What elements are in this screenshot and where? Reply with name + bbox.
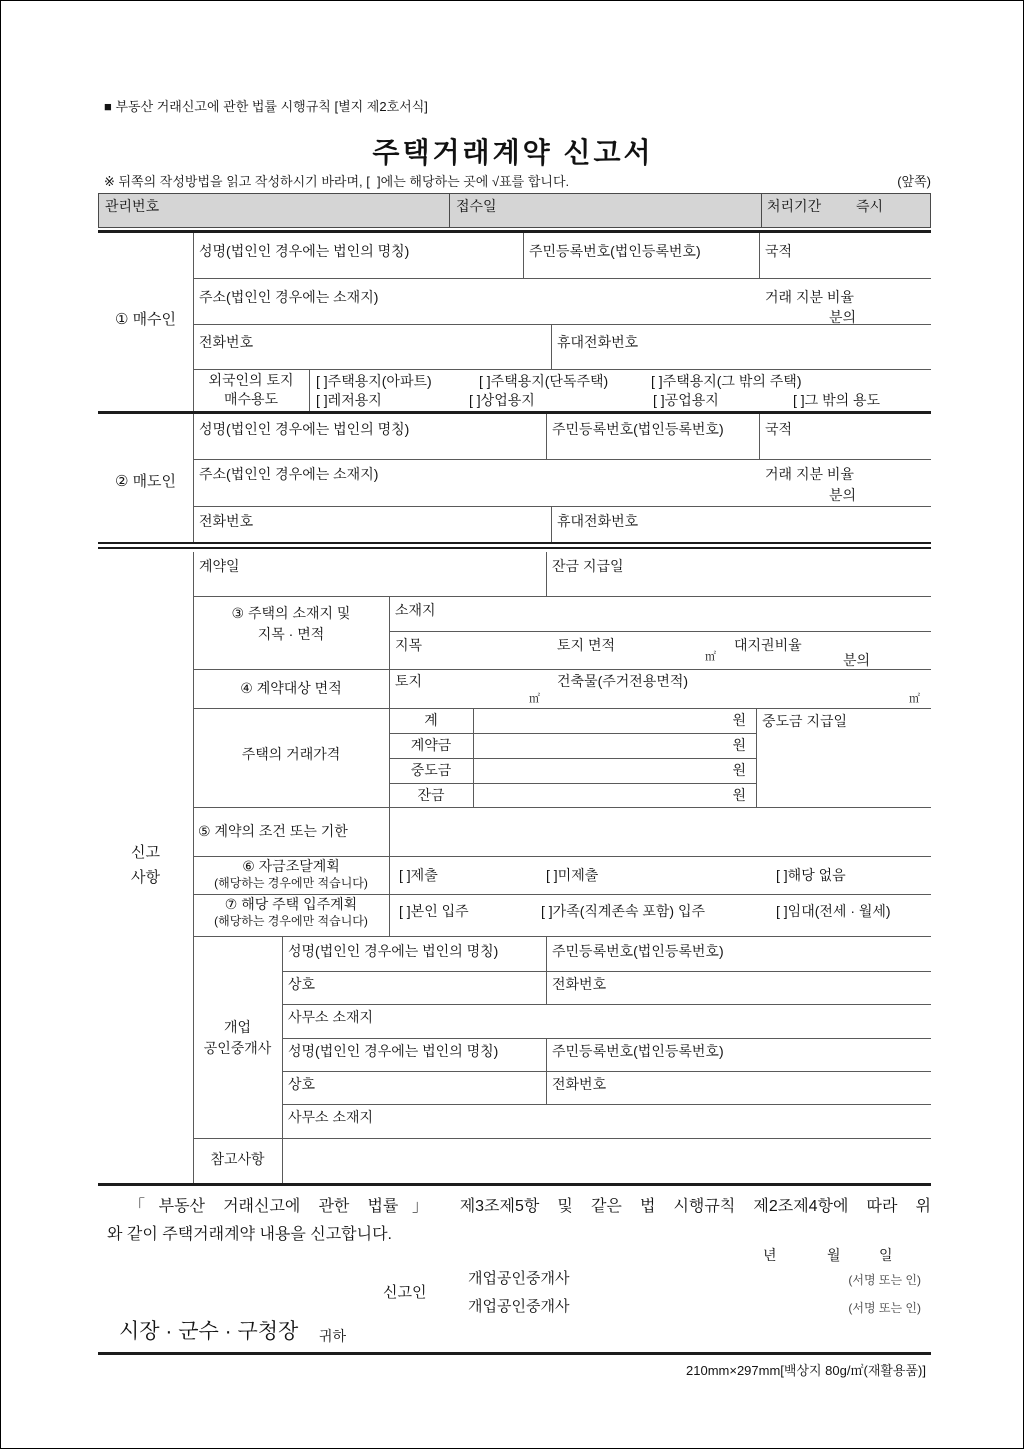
- checkbox-commercial-land[interactable]: [ ]상업용지: [469, 392, 535, 408]
- buyer-foreign-use-label: 매수용도: [223, 391, 279, 407]
- table-line: [193, 459, 931, 460]
- house-price-label: 주택의 거래가격: [241, 746, 341, 762]
- square-meter-unit: ㎡: [909, 693, 920, 705]
- table-line: [546, 936, 547, 1004]
- agent2-phone-label: 전화번호: [552, 1076, 607, 1092]
- checkbox-movein-self[interactable]: [ ]본인 입주: [399, 903, 469, 919]
- management-number-label: 관리번호: [105, 198, 160, 214]
- agent1-name-label: 성명(법인인 경우에는 법인의 명칭): [288, 943, 499, 959]
- report-section-label: 사항: [131, 869, 160, 886]
- table-line: [282, 971, 931, 972]
- square-meter-unit: ㎡: [529, 693, 540, 705]
- table-line: [551, 324, 552, 369]
- table-line: [759, 414, 760, 459]
- seller-name-label: 성명(법인인 경우에는 법인의 명칭): [199, 421, 410, 437]
- buyer-name-label: 성명(법인인 경우에는 법인의 명칭): [199, 243, 410, 259]
- won-unit: 원: [732, 737, 746, 753]
- table-line: [193, 669, 931, 670]
- table-line: [523, 233, 524, 278]
- table-line: [193, 278, 931, 279]
- buyer-mobile-label: 휴대전화번호: [557, 334, 639, 350]
- seller-section-label: ② 매도인: [114, 473, 177, 490]
- house-location-label: ③ 주택의 소재지 및: [231, 605, 351, 621]
- seller-address-label: 주소(법인인 경우에는 소재지): [199, 466, 379, 482]
- seller-share-of-label: 분의: [829, 487, 857, 503]
- remarks-label: 참고사항: [210, 1151, 265, 1167]
- processing-period-label: 처리기간: [767, 198, 822, 214]
- agent-section-label: 공인중개사: [203, 1040, 272, 1056]
- section-separator: [98, 411, 931, 414]
- price-interim-payment-label: 중도금: [410, 762, 452, 778]
- month-label: 월: [827, 1247, 841, 1263]
- buyer-nationality-label: 국적: [765, 243, 793, 259]
- table-line: [193, 708, 931, 709]
- double-line: [98, 547, 931, 549]
- ratio-of-label: 분의: [843, 652, 871, 668]
- building-area-label: 건축물(주거전용면적): [557, 673, 689, 689]
- signature-or-seal-note: (서명 또는 인): [848, 1273, 921, 1287]
- reporter-label: 신고인: [383, 1284, 427, 1301]
- reporter-agent1-label: 개업공인중개사: [468, 1270, 570, 1287]
- buyer-phone-label: 전화번호: [199, 334, 254, 350]
- day-label: 일: [879, 1247, 893, 1263]
- signature-or-seal-note: (서명 또는 인): [848, 1301, 921, 1315]
- table-line: [282, 1104, 931, 1105]
- seller-phone-label: 전화번호: [199, 513, 254, 529]
- declaration-line1: 「부동산 거래신고에 관한 법률」 제3조제5항 및 같은 법 시행규칙 제2조제4항에 따라 위: [129, 1198, 931, 1215]
- table-line: [193, 936, 931, 937]
- contract-date-label: 계약일: [199, 558, 240, 574]
- processing-period-value: 즉시: [856, 198, 884, 214]
- table-line: [546, 414, 547, 459]
- seller-nationality-label: 국적: [765, 421, 793, 437]
- table-line: [193, 807, 931, 808]
- table-line: [193, 856, 931, 857]
- land-label: 토지: [395, 673, 423, 689]
- table-line: [389, 733, 756, 734]
- won-unit: 원: [732, 762, 746, 778]
- house-location-label: 지목 · 면적: [257, 626, 325, 642]
- table-line: [282, 1071, 931, 1072]
- receipt-date-label: 접수일: [456, 198, 497, 214]
- header-divider: [761, 193, 762, 228]
- table-bottom-line: [98, 1183, 931, 1186]
- table-line: [193, 894, 931, 895]
- recipient-suffix-label: 귀하: [319, 1328, 347, 1344]
- funding-plan-note: (해당하는 경우에만 적습니다): [214, 876, 368, 890]
- form-reference: ■ 부동산 거래신고에 관한 법률 시행규칙 [별지 제2호서식]: [104, 99, 428, 114]
- agent1-office-label: 사무소 소재지: [288, 1009, 374, 1025]
- location-label: 소재지: [395, 602, 436, 618]
- agent-section-label: 개업: [223, 1019, 252, 1035]
- checkbox-movein-lease[interactable]: [ ]임대(전세 · 월세): [776, 903, 891, 919]
- agent2-office-label: 사무소 소재지: [288, 1109, 374, 1125]
- agent1-trade-name-label: 상호: [288, 976, 316, 992]
- seller-share-ratio-label: 거래 지분 비율: [765, 466, 854, 482]
- price-down-payment-label: 계약금: [410, 737, 452, 753]
- buyer-foreign-use-label: 외국인의 토지: [208, 372, 294, 388]
- table-line: [546, 552, 547, 596]
- agent1-phone-label: 전화번호: [552, 976, 607, 992]
- seller-id-number-label: 주민등록번호(법인등록번호): [552, 421, 724, 437]
- funding-plan-label: ⑥ 자금조달계획: [242, 858, 340, 874]
- table-line: [193, 506, 931, 507]
- table-line: [282, 936, 283, 1183]
- square-meter-unit: ㎡: [705, 651, 716, 663]
- checkbox-housing-other[interactable]: [ ]주택용지(그 밖의 주택): [651, 373, 802, 389]
- buyer-id-number-label: 주민등록번호(법인등록번호): [529, 243, 701, 259]
- agent2-id-number-label: 주민등록번호(법인등록번호): [552, 1043, 724, 1059]
- buyer-section-label: ① 매수인: [114, 311, 177, 328]
- buyer-share-of-label: 분의: [829, 309, 857, 325]
- table-line: [282, 1038, 931, 1039]
- double-line: [98, 542, 931, 544]
- table-line: [389, 631, 931, 632]
- checkbox-housing-detached[interactable]: [ ]주택용지(단독주택): [479, 373, 609, 389]
- fill-instruction-note: ※ 뒤쪽의 작성방법을 읽고 작성하시기 바라며, [ ]에는 해당하는 곳에 √표를 합니다.: [104, 174, 570, 189]
- year-label: 년: [763, 1247, 777, 1263]
- checkbox-funding-not-submitted[interactable]: [ ]미제출: [546, 867, 599, 883]
- checkbox-funding-not-applicable[interactable]: [ ]해당 없음: [776, 867, 846, 883]
- movein-plan-label: ⑦ 해당 주택 입주계획: [224, 896, 358, 912]
- checkbox-funding-submitted[interactable]: [ ]제출: [399, 867, 438, 883]
- table-line: [759, 233, 760, 278]
- buyer-share-ratio-label: 거래 지분 비율: [765, 289, 854, 305]
- report-section-label: 신고: [131, 844, 160, 861]
- table-line: [551, 506, 552, 542]
- checkbox-movein-family[interactable]: [ ]가족(직계존속 포함) 입주: [541, 903, 706, 919]
- won-unit: 원: [732, 787, 746, 803]
- table-line: [193, 596, 931, 597]
- section-separator: [98, 230, 931, 233]
- checkbox-other-use[interactable]: [ ]그 밖의 용도: [793, 392, 881, 408]
- interim-payment-date-label: 중도금 지급일: [762, 713, 848, 729]
- table-line: [389, 758, 756, 759]
- form-title: 주택거래계약 신고서: [372, 137, 654, 168]
- checkbox-industrial-land[interactable]: [ ]공업용지: [653, 392, 719, 408]
- checkbox-leisure-land[interactable]: [ ]레저용지: [316, 392, 382, 408]
- table-line: [193, 324, 931, 325]
- price-total-label: 계: [424, 712, 438, 728]
- land-area-label: 토지 면적: [557, 637, 615, 653]
- site-right-ratio-label: 대지권비율: [734, 637, 802, 653]
- checkbox-housing-apartment[interactable]: [ ]주택용지(아파트): [316, 373, 432, 389]
- table-line: [282, 1004, 931, 1005]
- agent2-name-label: 성명(법인인 경우에는 법인의 명칭): [288, 1043, 499, 1059]
- contract-condition-label: ⑤ 계약의 조건 또는 기한: [198, 823, 348, 839]
- footer-separator: [98, 1352, 931, 1355]
- agent1-id-number-label: 주민등록번호(법인등록번호): [552, 943, 724, 959]
- table-line: [389, 783, 756, 784]
- table-line: [193, 369, 931, 370]
- land-category-label: 지목: [395, 637, 423, 653]
- page-side-label: (앞쪽): [897, 174, 931, 189]
- contract-area-label: ④ 계약대상 면적: [240, 680, 342, 696]
- paper-spec-footer: 210mm×297mm[백상지 80g/㎡(재활용품)]: [686, 1363, 926, 1378]
- seller-mobile-label: 휴대전화번호: [557, 513, 639, 529]
- won-unit: 원: [732, 712, 746, 728]
- movein-plan-note: (해당하는 경우에만 적습니다): [214, 914, 368, 928]
- table-line: [193, 414, 194, 542]
- table-line: [193, 1138, 931, 1139]
- table-line: [756, 708, 757, 807]
- price-balance-label: 잔금: [417, 787, 445, 803]
- table-line: [309, 369, 310, 411]
- reporter-agent2-label: 개업공인중개사: [468, 1298, 570, 1315]
- buyer-address-label: 주소(법인인 경우에는 소재지): [199, 289, 379, 305]
- declaration-line2: 와 같이 주택거래계약 내용을 신고합니다.: [107, 1226, 392, 1243]
- balance-payment-date-label: 잔금 지급일: [552, 558, 624, 574]
- header-divider: [449, 193, 450, 228]
- agent2-trade-name-label: 상호: [288, 1076, 316, 1092]
- recipient-label: 시장 · 군수 · 구청장: [119, 1320, 299, 1343]
